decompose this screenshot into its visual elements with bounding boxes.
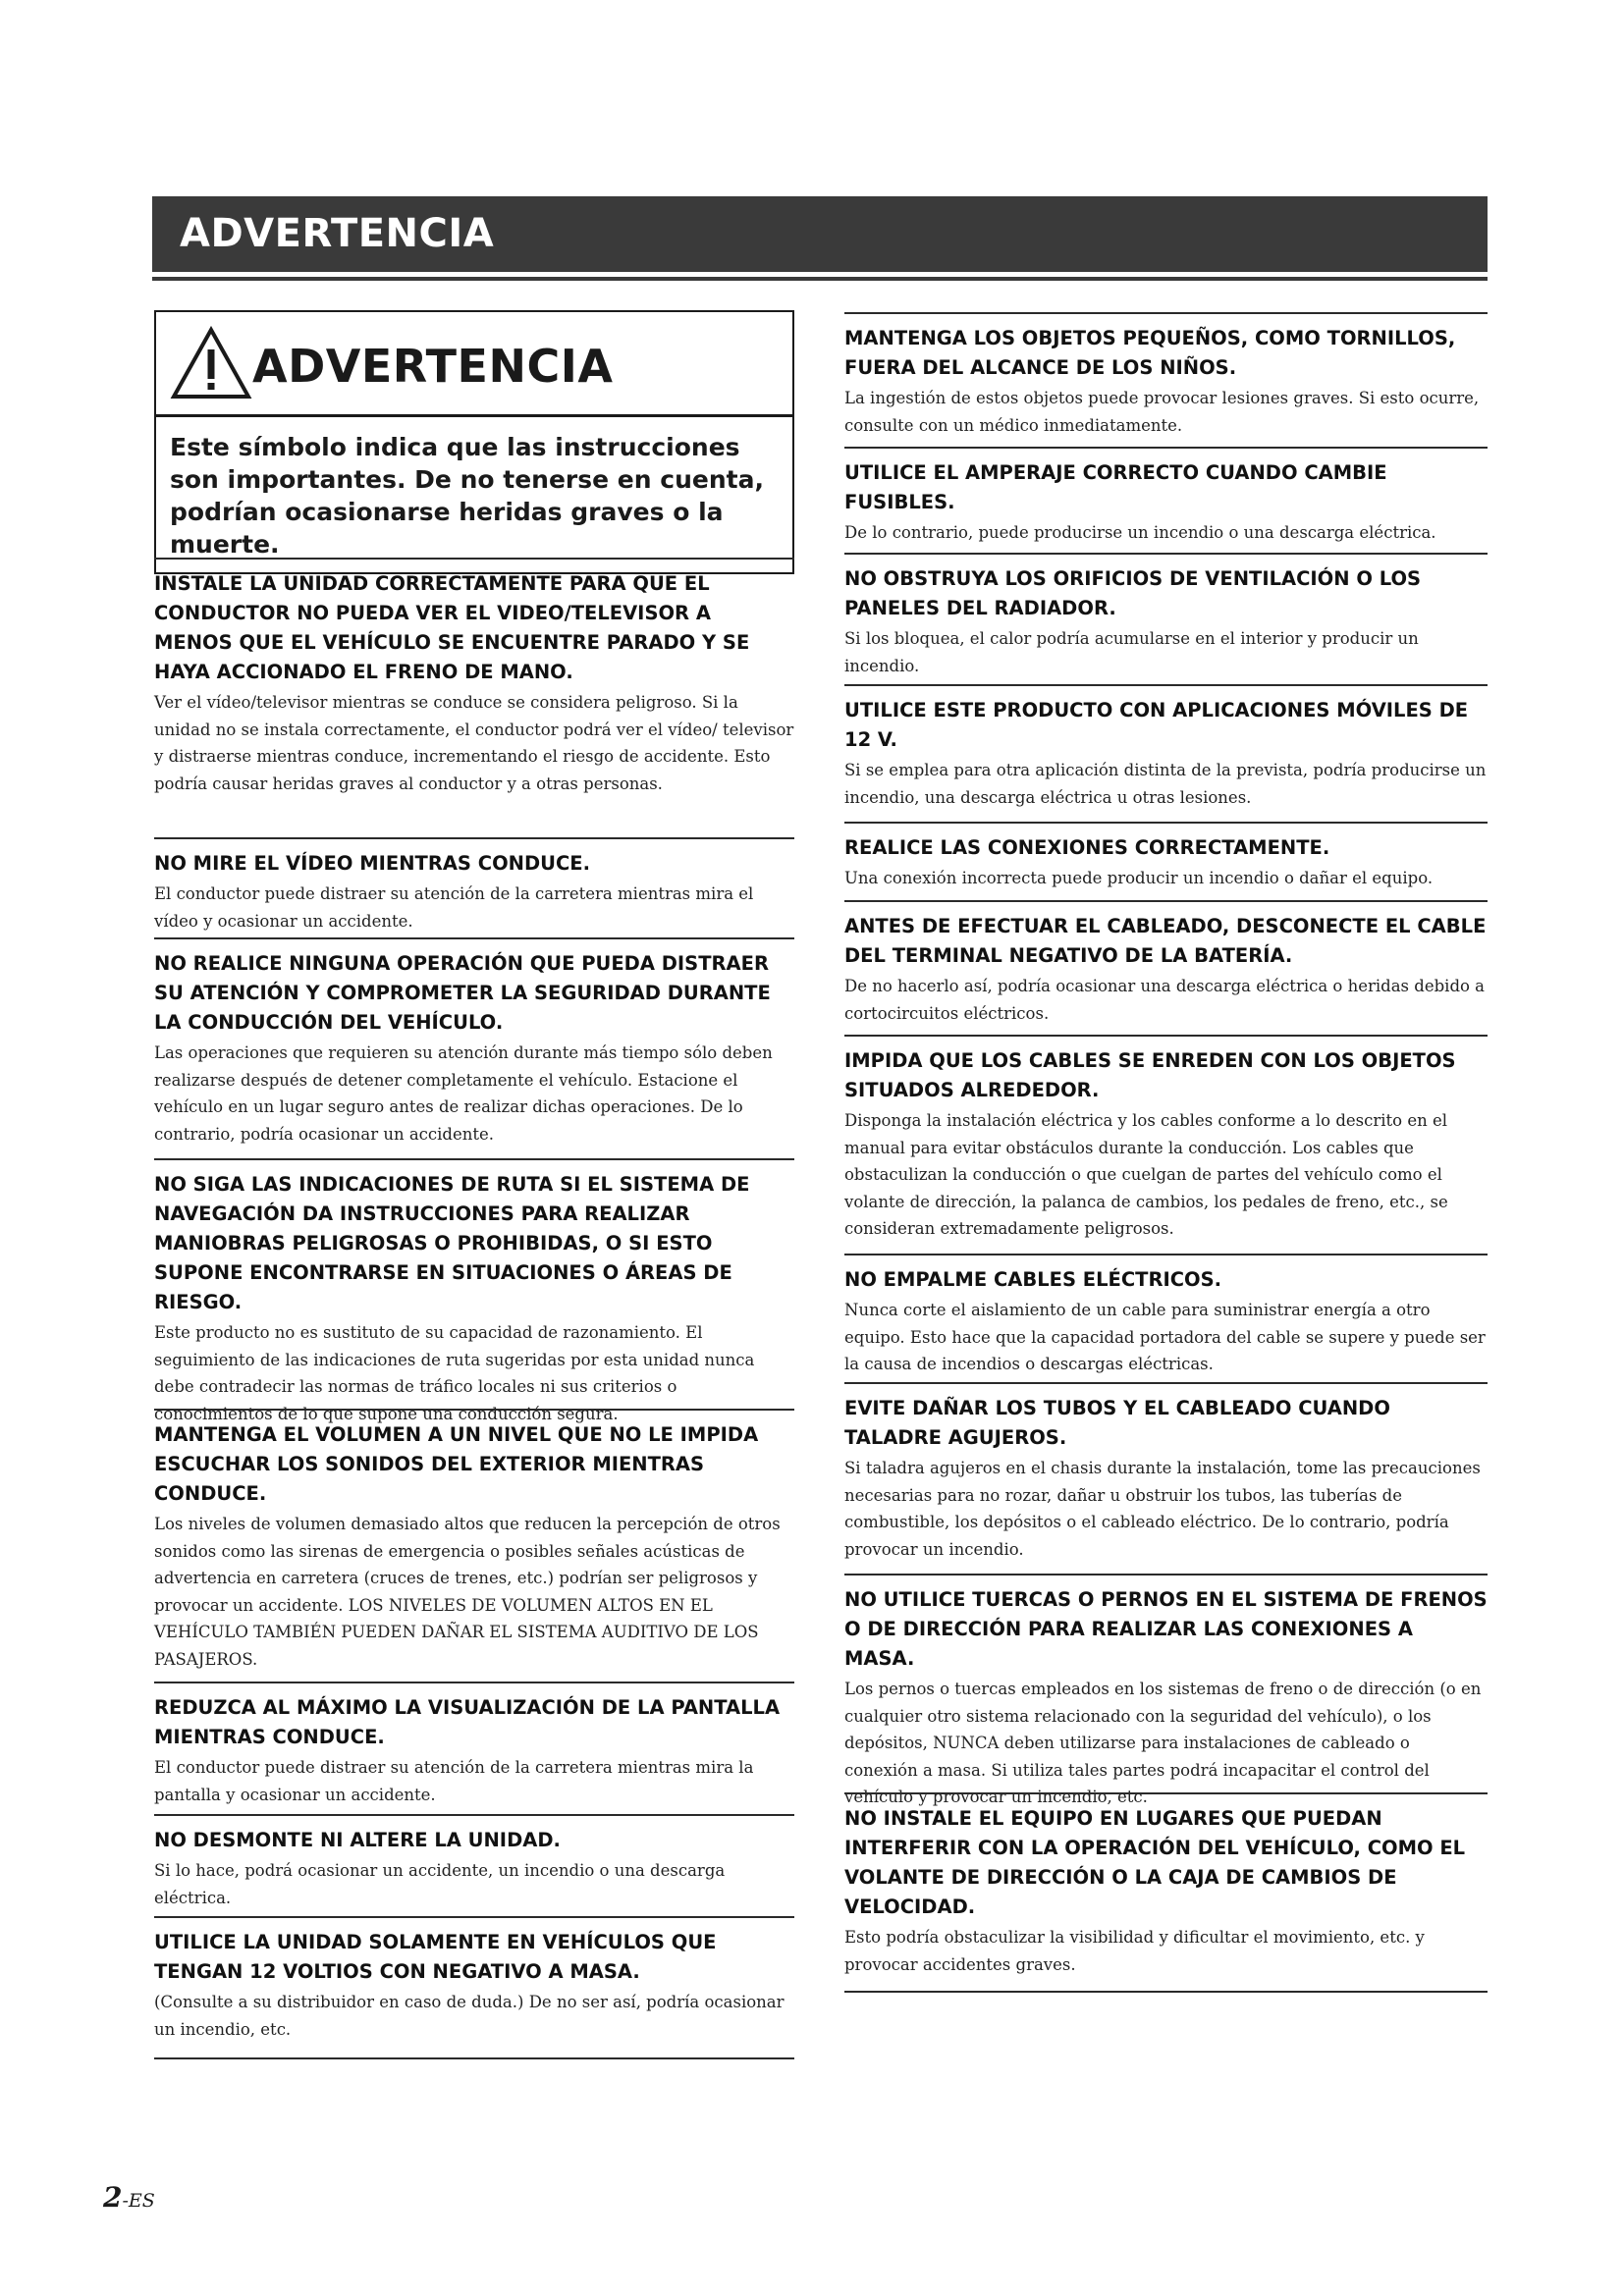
warning-section: [154, 937, 794, 1148]
section-body: De lo contrario, puede producirse un incendio o una descarga eléctrica.: [844, 523, 1436, 542]
warning-section: [844, 553, 1488, 679]
section-body: Ver el vídeo/televisor mientras se conduce se considera peligroso. Si la unidad no se instala correctamente, el conductor podrá ver el vídeo/ televisor y distraerse mientras conduce, incrementando el riesgo de accidente. Esto podría causar heridas graves al conductor y a otras personas.: [154, 693, 794, 793]
section-body: De no hacerlo así, podría ocasionar una descarga eléctrica o heridas debido a cortocircuitos eléctricos.: [844, 977, 1486, 1023]
section-title: NO REALICE NINGUNA OPERACIÓN QUE PUEDA DISTRAER SU ATENCIÓN Y COMPROMETER LA SEGURIDAD DURANTE LA CONDUCCIÓN DEL VEHÍCULO.: [154, 952, 771, 1034]
page-number: [103, 2181, 155, 2214]
section-title: IMPIDA QUE LOS CABLES SE ENREDEN CON LOS OBJETOS SITUADOS ALREDEDOR.: [844, 1049, 1456, 1101]
warning-section: [844, 900, 1488, 1027]
warning-box-title: ADVERTENCIA: [252, 340, 614, 393]
section-title: REDUZCA AL MÁXIMO LA VISUALIZACIÓN DE LA PANTALLA MIENTRAS CONDUCE.: [154, 1696, 781, 1748]
page-number-value: 2: [103, 2181, 123, 2214]
section-title: UTILICE EL AMPERAJE CORRECTO CUANDO CAMBIE FUSIBLES.: [844, 461, 1387, 513]
warning-box: [154, 310, 794, 574]
warning-section: [844, 1035, 1488, 1243]
column-end-rule: [844, 1991, 1488, 1993]
section-body: (Consulte a su distribuidor en caso de duda.) De no ser así, podría ocasionar un incendio, etc.: [154, 1993, 785, 2039]
section-body: Los pernos o tuercas empleados en los sistemas de freno o de dirección (o en cualquier otro sistema relacionado con la seguridad del vehículo), o los depósitos, NUNCA deben utilizarse para instalaciones de cableado o conexión a masa. Si utiliza tales partes podrá incapacitar el control del vehículo y provocar un incendio, etc.: [844, 1680, 1482, 1806]
section-body: Disponga la instalación eléctrica y los cables conforme a lo descrito en el manual para evitar obstáculos durante la conducción. Los cables que obstaculizan la conducción o que cuelgan de partes del vehículo como el volante de dirección, la palanca de cambios, los pedales de freno, etc., se consideran extremadamente peligrosos.: [844, 1111, 1448, 1238]
page-number-suffix: -ES: [122, 2190, 155, 2212]
warning-section: [154, 837, 794, 934]
column-end-rule: [154, 2057, 794, 2059]
section-body: Una conexión incorrecta puede producir un incendio o dañar el equipo.: [844, 869, 1434, 887]
section-body: Los niveles de volumen demasiado altos que reducen la percepción de otros sonidos como las sirenas de emergencia o posibles señales acústicas de advertencia en carretera (cruces de trenes, etc.) podrían ser peligrosos y provocar un accidente. LOS NIVELES DE VOLUMEN ALTOS EN EL VEHÍCULO TAMBIÉN PUEDEN DAÑAR EL SISTEMA AUDITIVO DE LOS PASAJEROS.: [154, 1515, 781, 1669]
warning-section: [154, 1409, 794, 1673]
warning-box-header: [156, 312, 792, 417]
warning-section: [154, 1158, 794, 1427]
warning-section: [154, 1916, 794, 2043]
warning-box-text: Este símbolo indica que las instrucciones son importantes. De no tenerse en cuenta, podrían ocasionarse heridas graves o la muerte.: [170, 433, 764, 559]
warning-triangle-icon: [170, 326, 252, 400]
warning-section: [154, 558, 794, 797]
section-title: UTILICE LA UNIDAD SOLAMENTE EN VEHÍCULOS QUE TENGAN 12 VOLTIOS CON NEGATIVO A MASA.: [154, 1931, 717, 1983]
warning-section: [844, 1574, 1488, 1811]
section-body: Nunca corte el aislamiento de un cable para suministrar energía a otro equipo. Esto hace que la capacidad portadora del cable se supere y puede ser la causa de incendios o descargas eléctricas.: [844, 1301, 1486, 1373]
warning-section: [844, 1792, 1488, 1978]
section-title: ANTES DE EFECTUAR EL CABLEADO, DESCONECTE EL CABLE DEL TERMINAL NEGATIVO DE LA BATERÍA.: [844, 915, 1487, 967]
section-title: NO OBSTRUYA LOS ORIFICIOS DE VENTILACIÓN O LOS PANELES DEL RADIADOR.: [844, 567, 1422, 619]
section-title: UTILICE ESTE PRODUCTO CON APLICACIONES MÓVILES DE 12 V.: [844, 699, 1469, 751]
section-body: Este producto no es sustituto de su capacidad de razonamiento. El seguimiento de las indicaciones de ruta sugeridas por esta unidad nunca debe contradecir las normas de tráfico locales ni sus criterios o conocimientos de lo que supone una conducción segura.: [154, 1323, 755, 1423]
section-body: El conductor puede distraer su atención de la carretera mientras mira la pantalla y ocasionar un accidente.: [154, 1758, 754, 1804]
warning-section: [844, 1254, 1488, 1378]
section-title: EVITE DAÑAR LOS TUBOS Y EL CABLEADO CUANDO TALADRE AGUJEROS.: [844, 1397, 1390, 1449]
warning-section: [154, 1682, 794, 1808]
section-body: Si los bloquea, el calor podría acumularse en el interior y producir un incendio.: [844, 629, 1419, 675]
section-body: Esto podría obstaculizar la visibilidad y dificultar el movimiento, etc. y provocar accidentes graves.: [844, 1928, 1425, 1974]
section-title: MANTENGA EL VOLUMEN A UN NIVEL QUE NO LE IMPIDA ESCUCHAR LOS SONIDOS DEL EXTERIOR MIENTRAS CONDUCE.: [154, 1423, 759, 1505]
section-title: NO MIRE EL VÍDEO MIENTRAS CONDUCE.: [154, 852, 591, 875]
warning-section: [154, 1814, 794, 1911]
section-title: INSTALE LA UNIDAD CORRECTAMENTE PARA QUE EL CONDUCTOR NO PUEDA VER EL VIDEO/TELEVISOR A MENOS QUE EL VEHÍCULO SE ENCUENTRE PARADO Y SE HAYA ACCIONADO EL FRENO DE MANO.: [154, 572, 750, 683]
section-title: NO DESMONTE NI ALTERE LA UNIDAD.: [154, 1829, 561, 1851]
warning-section: [844, 684, 1488, 811]
section-body: Si se emplea para otra aplicación distinta de la prevista, podría producirse un incendio, una descarga eléctrica u otras lesiones.: [844, 761, 1487, 807]
section-title: NO INSTALE EL EQUIPO EN LUGARES QUE PUEDAN INTERFERIR CON LA OPERACIÓN DEL VEHÍCULO, COMO EL VOLANTE DE DIRECCIÓN O LA CAJA DE CAMBIOS DE VELOCIDAD.: [844, 1807, 1466, 1918]
section-body: Si lo hace, podrá ocasionar un accidente, un incendio o una descarga eléctrica.: [154, 1861, 726, 1907]
section-body: La ingestión de estos objetos puede provocar lesiones graves. Si esto ocurre, consulte con un médico inmediatamente.: [844, 389, 1480, 435]
section-title: REALICE LAS CONEXIONES CORRECTAMENTE.: [844, 836, 1330, 859]
section-title: NO SIGA LAS INDICACIONES DE RUTA SI EL SISTEMA DE NAVEGACIÓN DA INSTRUCCIONES PARA REALIZAR MANIOBRAS PELIGROSAS O PROHIBIDAS, O SI ESTO SUPONE ENCONTRARSE EN SITUACIONES O ÁREAS DE RIESGO.: [154, 1173, 750, 1313]
section-body: Si taladra agujeros en el chasis durante la instalación, tome las precauciones necesarias para no rozar, dañar u obstruir los tubos, las tuberías de combustible, los depósitos o el cableado eléctrico. De lo contrario, podría provocar un incendio.: [844, 1459, 1481, 1559]
section-title: MANTENGA LOS OBJETOS PEQUEÑOS, COMO TORNILLOS, FUERA DEL ALCANCE DE LOS NIÑOS.: [844, 327, 1456, 379]
warning-section: [844, 1382, 1488, 1563]
section-body: Las operaciones que requieren su atención durante más tiempo sólo deben realizarse después de detener completamente el vehículo. Estacione el vehículo en un lugar seguro antes de realizar dichas operaciones. De lo contrario, podría ocasionar un accidente.: [154, 1043, 773, 1144]
banner-rule: [152, 277, 1488, 281]
warning-section: [844, 447, 1488, 547]
section-body: El conductor puede distraer su atención de la carretera mientras mira el vídeo y ocasionar un accidente.: [154, 884, 754, 931]
section-title: NO UTILICE TUERCAS O PERNOS EN EL SISTEMA DE FRENOS O DE DIRECCIÓN PARA REALIZAR LAS CONEXIONES A MASA.: [844, 1588, 1488, 1670]
warning-section: [844, 312, 1488, 439]
page-banner-title: ADVERTENCIA: [152, 196, 1488, 272]
section-title: NO EMPALME CABLES ELÉCTRICOS.: [844, 1268, 1222, 1291]
warning-section: [844, 822, 1488, 892]
